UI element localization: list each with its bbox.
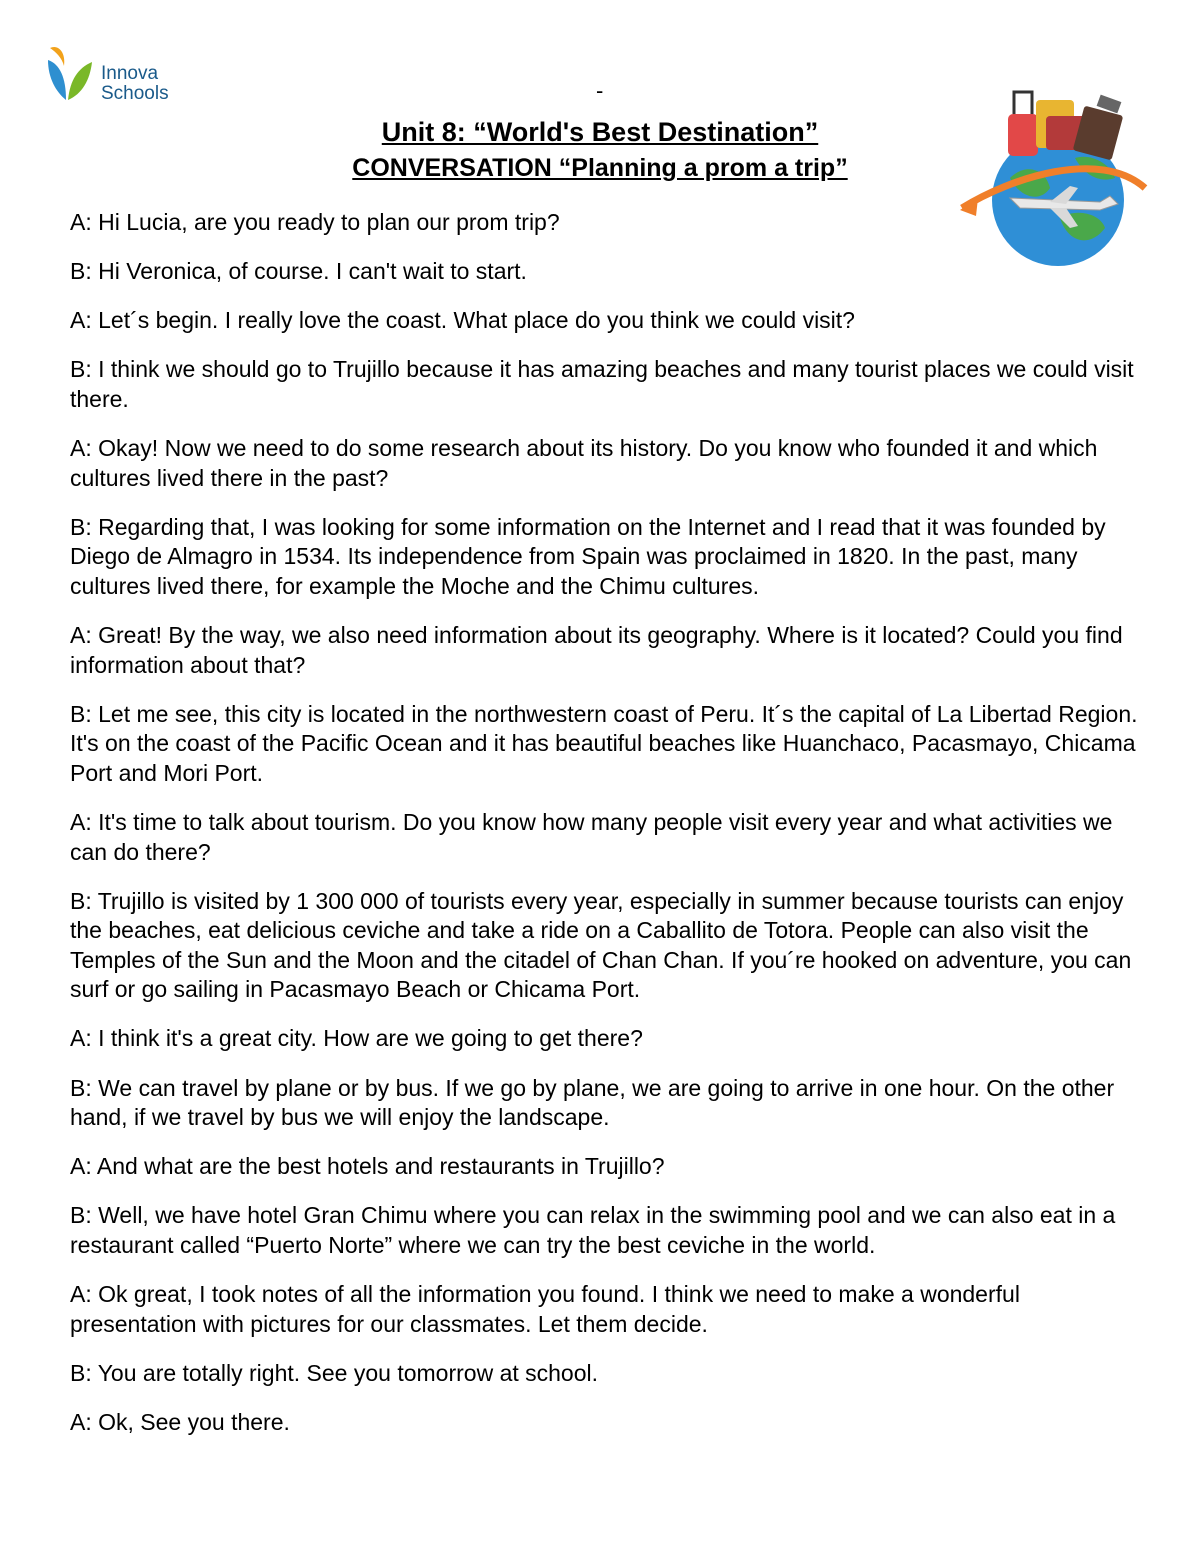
header-mark: - [596, 78, 604, 103]
dialogue-line: B: You are totally right. See you tomorrow at school. [70, 1359, 599, 1386]
dialogue-line: A: Ok, See you there. [70, 1408, 290, 1435]
dialogue-line: B: Regarding that, I was looking for some information on the Internet and I read that it was founded by Diego de Almagro in 1534. Its independence from Spain was proclaimed in 1820. In the past, many cultures lived there, for example the Moche and the Chimu cultures. [70, 513, 1106, 599]
dialogue-line: B: Trujillo is visited by 1 300 000 of tourists every year, especially in summer because tourists can enjoy the beaches, eat delicious ceviche and take a ride on a Caballito de Totora. People can also visit the Temples of the Sun and the Moon and the citadel of Chan Chan. If you´re hooked on adventure, you can surf or go sailing in Pacasmayo Beach or Chicama Port. [70, 887, 1132, 1003]
dialogue-line: B: Hi Veronica, of course. I can't wait to start. [70, 258, 527, 285]
dialogue-line: A: I think it's a great city. How are we going to get there? [70, 1025, 643, 1052]
conversation-body [70, 208, 1140, 1457]
dialogue-line: B: I think we should go to Trujillo because it has amazing beaches and many tourist places we could visit there. [70, 356, 1134, 412]
leaf-logo-icon [44, 42, 100, 108]
dialogue-line: A: Let´s begin. I really love the coast. What place do you think we could visit? [70, 307, 855, 334]
dialogue-line: B: We can travel by plane or by bus. If we go by plane, we are going to arrive in one hour. On the other hand, if we travel by bus we will enjoy the landscape. [70, 1074, 1115, 1131]
logo-wordmark [101, 64, 169, 104]
dialogue-line: A: Ok great, I took notes of all the information you found. I think we need to make a wonderful presentation with pictures for our classmates. Let them decide. [70, 1281, 1020, 1337]
dialogue-line: A: Great! By the way, we also need information about its geography. Where is it located? Could you find information about that? [70, 621, 1123, 678]
logo-line-1: Innova [101, 63, 159, 84]
dialogue-line: B: Well, we have hotel Gran Chimu where you can relax in the swimming pool and we can also eat in a restaurant called “Puerto Norte” where we can try the best ceviche in the world. [70, 1202, 1116, 1258]
dialogue-line: A: Hi Lucia, are you ready to plan our prom trip? [70, 209, 560, 235]
dialogue-line: A: And what are the best hotels and restaurants in Trujillo? [70, 1153, 665, 1180]
unit-title: Unit 8: “World's Best Destination” [381, 117, 819, 147]
conversation-title: CONVERSATION “Planning a prom a trip” [352, 154, 848, 182]
logo-line-2: Schools [101, 83, 169, 104]
dialogue-line: B: Let me see, this city is located in the northwestern coast of Peru. It´s the capital of La Libertad Region. It's on the coast of the Pacific Ocean and it has beautiful beaches like Huanchaco, Pacasmayo, Chicama Port and Mori Port. [70, 700, 1138, 786]
innova-schools-logo [44, 42, 184, 112]
dialogue-line: A: Okay! Now we need to do some research about its history. Do you know who founded it and which cultures lived there in the past? [70, 434, 1098, 491]
dialogue-line: A: It's time to talk about tourism. Do you know how many people visit every year and what activities we can do there? [70, 808, 1113, 865]
